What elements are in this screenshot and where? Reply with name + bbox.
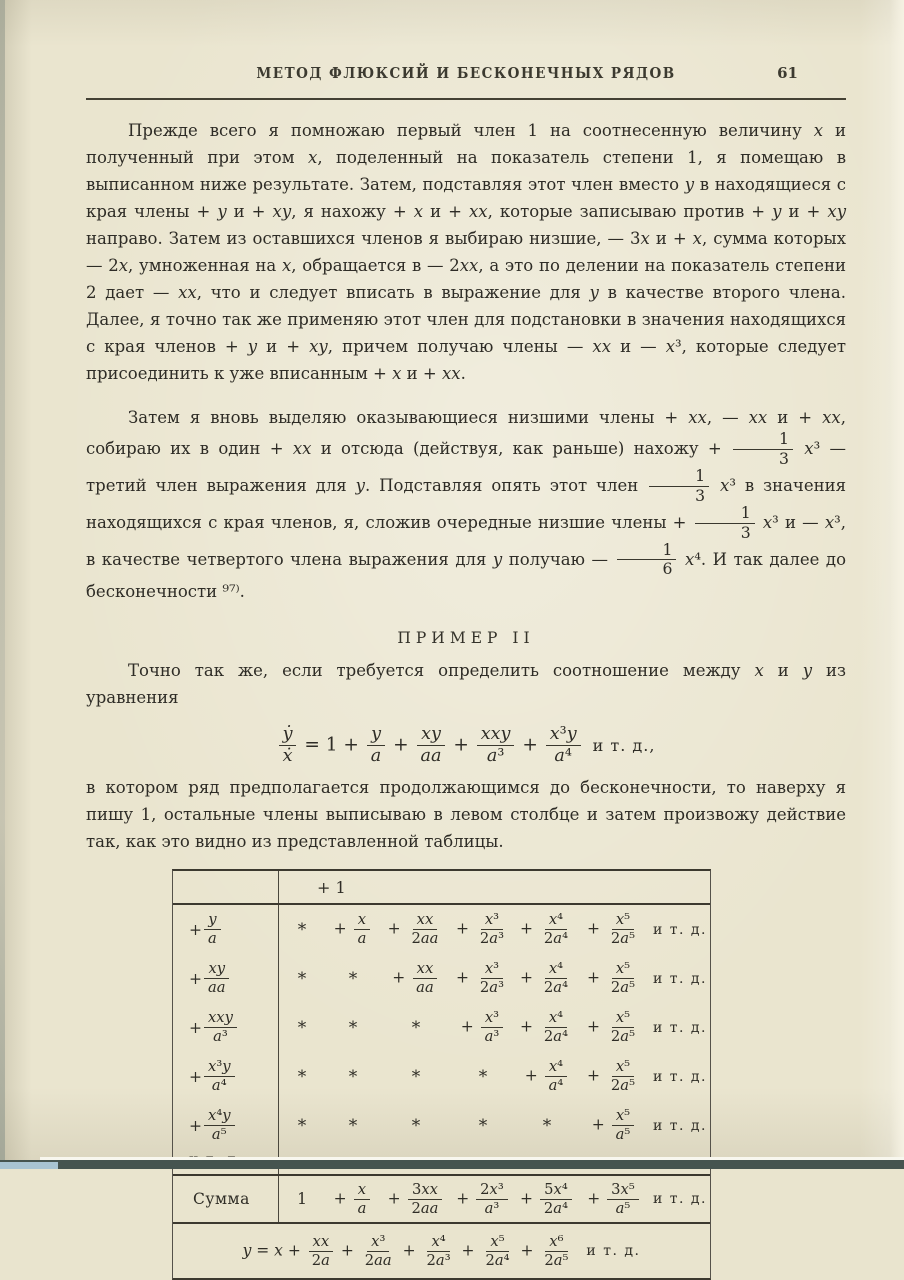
equation-formula: $\frac{\text{ẏ}}{\text{ẋ}}$ = 1 + $\frac{y}{a}$ + $\frac{xy}{aa}$ + $\frac{\text{xxy}}{\text{a³}}$ + $\frac{\text{x³y}}{\text{a⁴}}$: [277, 725, 583, 766]
row-series: [279, 1010, 710, 1045]
table-row: [173, 905, 710, 954]
scan-edge-left: [0, 0, 5, 1169]
scan-edge-bottom-band: [0, 1160, 904, 1169]
series-cell: 1: [297, 1190, 307, 1209]
series-cell: *: [478, 1066, 488, 1087]
row-term: + $\frac{y}{a}$: [173, 905, 279, 954]
series-cell: + $\frac{3xx}{2aa}$: [388, 1182, 445, 1217]
row-series: [279, 912, 710, 947]
table-row: [173, 954, 710, 1003]
series-cell: + $\frac{\text{x⁴}}{\text{2a⁴}}$: [520, 911, 568, 948]
etc-label: и т. д.: [653, 1191, 707, 1208]
row-term: + $\frac{xy}{aa}$: [173, 954, 279, 1003]
series-cell: *: [411, 1115, 421, 1136]
table-row: [173, 1052, 710, 1101]
row-term: + $\frac{\text{x⁴y}}{\text{a⁵}}$: [173, 1101, 279, 1150]
series-cell: + $\frac{\text{x⁵}}{\text{2a⁵}}$: [587, 960, 635, 997]
series-cell: + $\frac{\text{x⁵}}{\text{2a⁵}}$: [587, 911, 635, 948]
table-row: [173, 1003, 710, 1052]
example-heading: ПРИМЕР II: [397, 629, 535, 648]
series-cell: *: [478, 1115, 488, 1136]
sum-series: [279, 1182, 710, 1217]
header-rule: [86, 98, 846, 100]
paragraph-2: Затем я вновь выделяю оказывающиеся низшими члены + xx, — xx и + xx, собираю их в один + xx и отсюда (действуя, как раньше) нахожу + $\frac{1}{3}$ x³ — третий член выражения для y. Подставляя опять этот член $\frac{1}{3}$ x³ в значения находящихся с края членов, я, сложив очередные низшие члены + $\frac{1}{3}$ x³ и — x³, в качестве четвертого члена выражения для y получаю — $\frac{1}{6}$ x⁴. И так далее до бесконечности ⁹⁷⁾.: [86, 408, 846, 602]
series-cell: *: [348, 1066, 358, 1087]
series-cell: + $\frac{\text{x⁵}}{\text{a⁵}}$: [592, 1108, 637, 1143]
paragraph-1: Прежде всего я помножаю первый член 1 на соотнесенную величину x и полученный при этом x, поделенный на показатель степени 1, я помещаю в выписанном ниже результате. Затем, подставляя этот член вместо y в находящиеся с края члены + y и + xy, я нахожу + x и + xx, которые записываю против + y и + xy направо. Затем из оставшихся членов я выбираю низшие, — 3x и + x, сумма которых — 2x, умноженная на x, обращается в — 2xx, а это по делении на показатель степени 2 дает — xx, что и следует вписать в выражение для y в качестве второго члена. Далее, я точно так же применяю этот член для подстановки в значения находящихся с края членов + y и + xy, причем получаю члены — xx и — x³, которые следует присоединить к уже вписанным + x и + xx.: [86, 121, 847, 383]
etc-label: и т. д.: [653, 1117, 707, 1134]
paragraph-3: Точно так же, если требуется определить соотношение между x и y из уравнения: [86, 661, 847, 708]
series-cell: + $\frac{\text{x⁴}}{\text{2a⁴}}$: [520, 1009, 568, 1046]
series-cell: *: [297, 968, 307, 989]
table-header-row: [173, 871, 710, 905]
result-formula: y = x + $\frac{xx}{2a}$ + $\frac{\text{x³}}{2aa}$ + $\frac{\text{x⁴}}{\text{2a³}}$ + $\frac{\text{x⁵}}{\text{2a⁴}}$ + $\frac{\text{x⁶}}{\text{2a⁵}}$: [242, 1232, 569, 1269]
series-table: [172, 869, 711, 1280]
series-cell: + $\frac{xx}{aa}$: [392, 961, 439, 996]
table-corner-cell: [173, 871, 279, 903]
row-series: [279, 1108, 710, 1143]
sum-label: Сумма: [173, 1176, 279, 1222]
table-row: [173, 1101, 710, 1150]
page-number: 61: [777, 64, 798, 82]
series-cell: *: [348, 1017, 358, 1038]
row-term: + $\frac{\text{xxy}}{\text{a³}}$: [173, 1003, 279, 1052]
series-cell: + $\frac{\text{x⁴}}{\text{2a⁴}}$: [520, 960, 568, 997]
series-cell: + $\frac{\text{x³}}{\text{a³}}$: [461, 1010, 506, 1045]
series-cell: *: [297, 1066, 307, 1087]
row-series: [279, 1059, 710, 1094]
running-header: [86, 64, 846, 90]
etc-label: и т. д.: [653, 1068, 707, 1085]
series-cell: + $\frac{\text{x⁵}}{\text{2a⁵}}$: [587, 1009, 635, 1046]
table-top-term: + 1: [317, 877, 346, 897]
series-cell: *: [348, 1115, 358, 1136]
row-term: + $\frac{\text{x³y}}{\text{a⁴}}$: [173, 1052, 279, 1101]
equation-etc: и т. д.,: [592, 736, 656, 756]
series-cell: + $\frac{\text{2x³}}{\text{a³}}$: [456, 1182, 510, 1217]
running-header-title: МЕТОД ФЛЮКСИЙ И БЕСКОНЕЧНЫХ РЯДОВ: [256, 64, 676, 82]
series-cell: + $\frac{x}{a}$: [334, 1182, 373, 1217]
series-cell: + $\frac{\text{x⁵}}{\text{2a⁵}}$: [587, 1058, 635, 1095]
series-cell: *: [348, 968, 358, 989]
scan-edge-bottom-corner: [0, 1162, 58, 1169]
display-equation: [86, 725, 846, 766]
etc-label: и т. д.: [653, 921, 707, 938]
row-series: [279, 961, 710, 996]
etc-label: и т. д.: [653, 970, 707, 987]
etc-label: и т. д.: [653, 1019, 707, 1036]
series-cell: + $\frac{\text{x⁴}}{\text{a⁴}}$: [525, 1059, 570, 1094]
series-cell: + $\frac{xx}{2aa}$: [387, 911, 439, 948]
series-cell: + $\frac{\text{3x⁵}}{\text{a⁵}}$: [587, 1182, 641, 1217]
scan-edge-right: [890, 0, 904, 1169]
series-cell: + $\frac{\text{x³}}{\text{2a³}}$: [456, 960, 504, 997]
result-row: [173, 1224, 710, 1278]
series-cell: *: [297, 1017, 307, 1038]
series-cell: *: [411, 1066, 421, 1087]
series-cell: *: [411, 1017, 421, 1038]
series-cell: *: [297, 1115, 307, 1136]
paragraph-4: в котором ряд предполагается продолжающимся до бесконечности, то наверху я пишу 1, остальные члены выписываю в левом столбце и затем произвожу действие так, как это видно из представленной таблицы.: [86, 778, 846, 852]
series-cell: *: [297, 919, 307, 940]
etc-label: и т. д.: [586, 1243, 641, 1260]
series-cell: + $\frac{\text{x³}}{\text{2a³}}$: [456, 911, 504, 948]
sum-row: [173, 1174, 710, 1224]
series-cell: + $\frac{x}{a}$: [334, 912, 373, 947]
series-cell: + $\frac{\text{5x⁴}}{\text{2a⁴}}$: [520, 1182, 574, 1217]
series-cell: *: [542, 1115, 552, 1136]
